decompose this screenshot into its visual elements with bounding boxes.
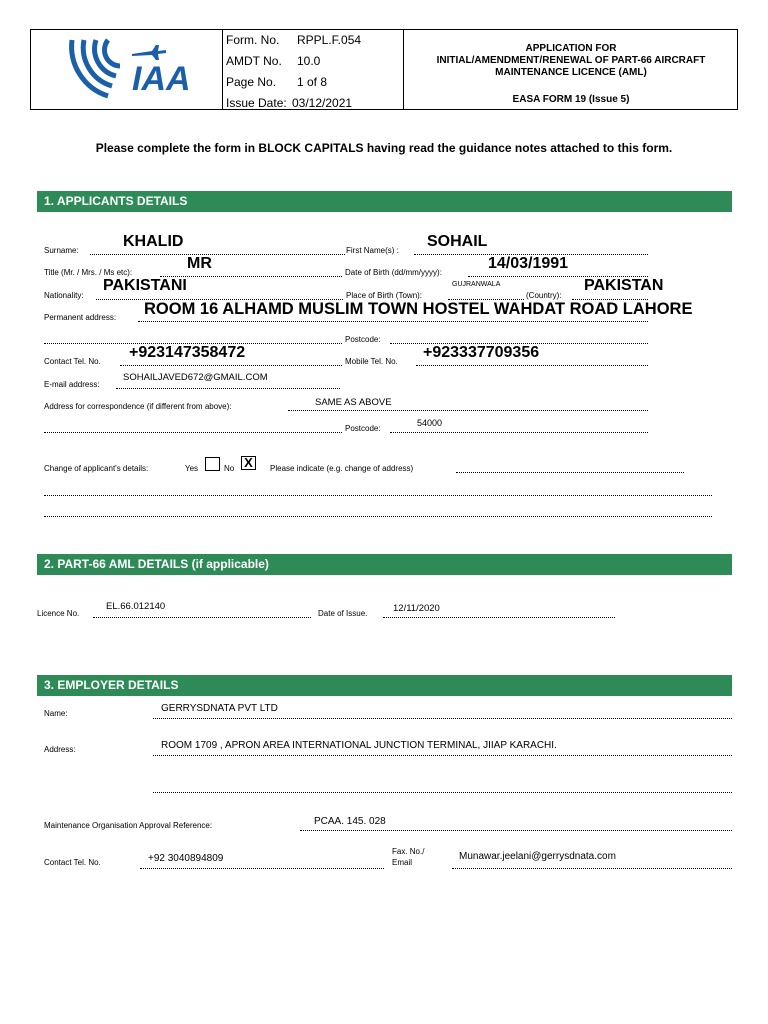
firstname-label: First Name(s) : — [346, 246, 399, 255]
title-label: Title (Mr. / Mrs. / Ms etc): — [44, 268, 133, 277]
yes-checkbox[interactable] — [205, 457, 220, 471]
pob-town-field[interactable]: GUJRANWALA — [452, 281, 501, 288]
nationality-label: Nationality: — [44, 291, 84, 300]
title-line — [160, 276, 342, 277]
moa-field[interactable]: PCAA. 145. 028 — [314, 816, 386, 827]
form-title-line3: MAINTENANCE LICENCE (AML) — [495, 67, 647, 78]
employer-address-field[interactable]: ROOM 1709 , APRON AREA INTERNATIONAL JUNCTION TERMINAL, JIIAP KARACHI. — [161, 740, 557, 751]
country-label: (Country): — [526, 291, 562, 300]
section2-heading: 2. PART-66 AML DETAILS (if applicable) — [37, 554, 732, 575]
corr-label: Address for correspondence (if different from above): — [44, 402, 232, 411]
form-title-line1: APPLICATION FOR — [525, 43, 617, 54]
corr-line-2 — [44, 432, 342, 433]
contact-field[interactable]: +923147358472 — [129, 344, 246, 361]
logo-text: IAA — [132, 60, 191, 98]
contact-line — [120, 365, 342, 366]
moa-label: Maintenance Organisation Approval Reference: — [44, 821, 213, 830]
employer-name-line — [153, 718, 732, 719]
indicate-label: Please indicate (e.g. change of address) — [270, 464, 414, 473]
title-field[interactable]: MR — [187, 255, 212, 272]
employer-tel-field[interactable]: +92 3040894809 — [148, 853, 224, 864]
employer-tel-label: Contact Tel. No. — [44, 858, 101, 867]
date-issue-line — [383, 617, 615, 618]
employer-address-label: Address: — [44, 745, 76, 754]
no-label: No — [224, 464, 235, 473]
employer-name-label: Name: — [44, 709, 68, 718]
issue-date-value: 03/12/2021 — [292, 96, 353, 110]
licence-field[interactable]: EL.66.012140 — [106, 601, 166, 612]
employer-tel-line — [140, 868, 384, 869]
dob-field[interactable]: 14/03/1991 — [488, 255, 569, 272]
country-field[interactable]: PAKISTAN — [584, 277, 664, 294]
fax-line — [452, 868, 732, 869]
address-label: Permanent address: — [44, 313, 117, 322]
firstname-field[interactable]: SOHAIL — [427, 233, 488, 250]
postcode-label: Postcode: — [345, 335, 381, 344]
form-no-label: Form. No. — [226, 33, 280, 47]
moa-line — [300, 830, 732, 831]
yes-label: Yes — [185, 464, 199, 473]
no-checkbox[interactable]: X — [241, 456, 256, 470]
surname-field[interactable]: KHALID — [123, 233, 184, 250]
corr-field[interactable]: SAME AS ABOVE — [315, 397, 392, 408]
page-no-value: 1 of 8 — [297, 75, 328, 89]
section3-heading: 3. EMPLOYER DETAILS — [37, 675, 732, 696]
email-label: E-mail address: — [44, 380, 100, 389]
contact-label: Contact Tel. No. — [44, 357, 101, 366]
section1-heading: 1. APPLICANTS DETAILS — [37, 191, 732, 212]
email-field[interactable]: SOHAILJAVED672@GMAIL.COM — [123, 372, 268, 383]
mobile-line — [416, 365, 648, 366]
header-divider — [222, 30, 223, 109]
email-line — [116, 388, 340, 389]
mobile-label: Mobile Tel. No. — [345, 357, 398, 366]
employer-address-line — [153, 755, 732, 756]
issue-date-label: Issue Date: — [226, 96, 287, 110]
email-label-2: Email — [392, 858, 413, 867]
change-label: Change of applicant's details: — [44, 464, 149, 473]
pob-label: Place of Birth (Town): — [346, 291, 423, 300]
fax-label: Fax. No./ — [392, 847, 425, 856]
date-issue-label: Date of Issue. — [318, 609, 368, 618]
address-field[interactable]: ROOM 16 ALHAMD MUSLIM TOWN HOSTEL WAHDAT ROAD LAHORE — [144, 300, 693, 318]
amdt-value: 10.0 — [297, 54, 321, 68]
form-title-line2: INITIAL/AMENDMENT/RENEWAL OF PART-66 AIRCRAFT — [436, 55, 706, 66]
surname-label: Surname: — [44, 246, 79, 255]
easa-form-label: EASA FORM 19 (Issue 5) — [512, 94, 630, 105]
indicate-line-3 — [44, 516, 712, 517]
instructions: Please complete the form in BLOCK CAPITALS having read the guidance notes attached to this form. — [95, 141, 673, 155]
employer-address-line-2 — [153, 792, 732, 793]
licence-label: Licence No. — [37, 609, 80, 618]
dob-label: Date of Birth (dd/mm/yyyy): — [345, 268, 442, 277]
employer-name-field[interactable]: GERRYSDNATA PVT LTD — [161, 703, 278, 714]
nationality-field[interactable]: PAKISTANI — [103, 277, 187, 294]
form-no-value: RPPL.F.054 — [297, 33, 362, 47]
fax-email-field[interactable]: Munawar.jeelani@gerrysdnata.com — [459, 851, 616, 862]
date-issue-field[interactable]: 12/11/2020 — [393, 603, 440, 614]
indicate-line-2 — [44, 495, 712, 496]
corr-line — [288, 410, 648, 411]
amdt-label: AMDT No. — [226, 54, 282, 68]
corr-postcode-field[interactable]: 54000 — [417, 418, 443, 428]
address-line — [138, 321, 648, 322]
corr-postcode-label: Postcode: — [345, 424, 381, 433]
surname-line — [90, 254, 345, 255]
indicate-line — [456, 472, 684, 473]
licence-line — [93, 617, 311, 618]
mobile-field[interactable]: +923337709356 — [423, 344, 540, 361]
iaa-logo — [62, 34, 197, 106]
corr-postcode-line — [390, 432, 648, 433]
page-no-label: Page No. — [226, 75, 277, 89]
